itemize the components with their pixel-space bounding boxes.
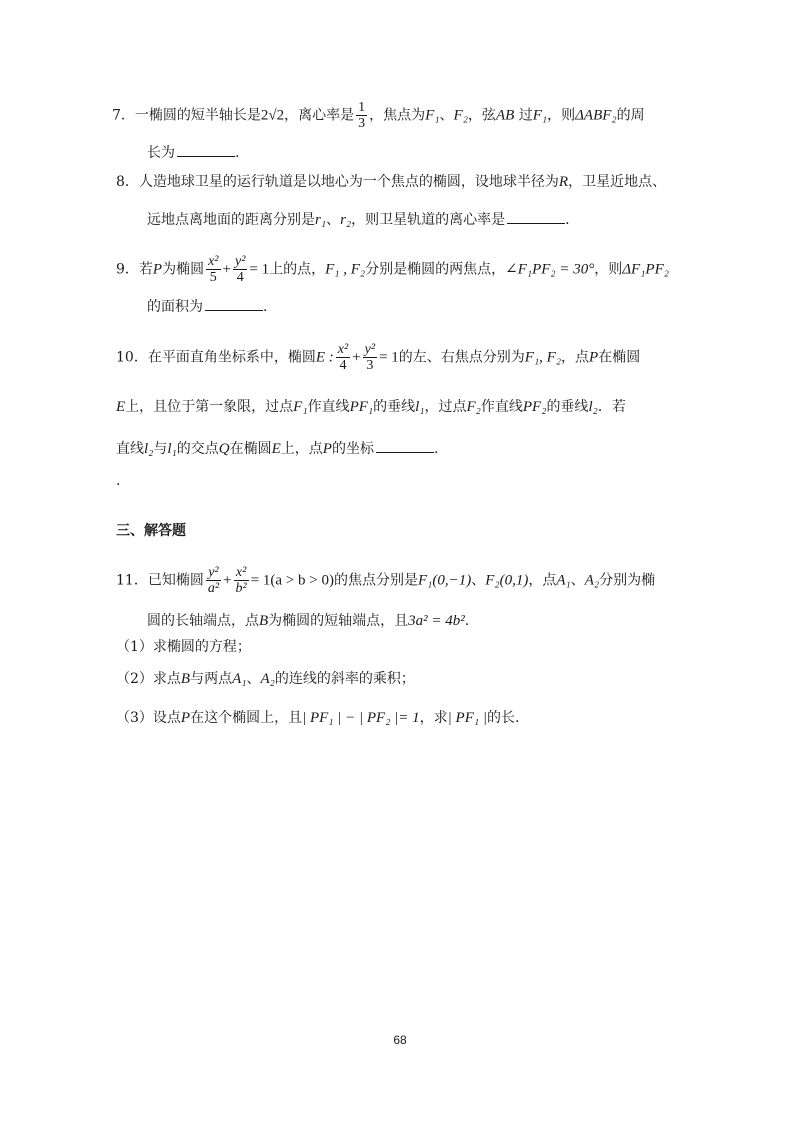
- question-10-line-1: [116, 342, 640, 373]
- fraction-numerator: [234, 565, 249, 581]
- fraction-denominator: 4: [236, 270, 244, 285]
- math-expression: | PF₁ |: [447, 710, 487, 726]
- answer-blank: [376, 438, 434, 453]
- fraction: [206, 565, 221, 596]
- math-symbol: Q: [218, 441, 230, 457]
- question-text: 远地点离地面的距离分别是: [147, 212, 315, 228]
- question-text: （2）求点: [116, 671, 181, 687]
- fraction-denominator: 5: [209, 270, 217, 285]
- question-text: ，点: [528, 572, 557, 589]
- question-11-line-2: [147, 610, 469, 632]
- fraction-denominator: [234, 581, 249, 596]
- question-text: 上，且位于第一象限，过点: [125, 399, 294, 415]
- question-9-line-1: [116, 254, 669, 285]
- question-text: 的垂线: [546, 399, 589, 415]
- math-symbol: R: [558, 174, 569, 190]
- question-text: 一椭圆的短半轴长是: [134, 107, 261, 124]
- question-text: .: [235, 145, 240, 161]
- math-symbol: r₁: [315, 212, 327, 228]
- math-symbol: PF₂: [522, 399, 547, 415]
- question-text: ．若: [597, 399, 626, 415]
- question-text: ，求: [419, 710, 448, 726]
- question-text: .: [433, 441, 439, 457]
- question-text: ，弦: [467, 107, 496, 124]
- page-number: 68: [393, 1033, 407, 1047]
- fraction: [233, 254, 247, 285]
- math-symbol: B: [180, 671, 191, 687]
- question-number: 7．: [112, 107, 135, 124]
- answer-blank: [177, 142, 235, 157]
- question-text: 在平面直角坐标系中，椭圆: [147, 349, 316, 366]
- math-symbol: b²: [235, 581, 247, 596]
- math-symbol: y²: [234, 254, 246, 269]
- question-text: 分别为椭: [599, 572, 656, 589]
- math-symbol: F₂: [466, 399, 481, 415]
- fraction-numerator: [336, 342, 350, 358]
- question-10-line-2: [116, 396, 626, 418]
- math-symbol: F₁(0,−1): [417, 572, 472, 589]
- separator: 、: [326, 212, 341, 228]
- math-symbol: F₂(0,1): [485, 572, 529, 589]
- math-symbol: P: [322, 441, 332, 457]
- question-text: 与: [153, 441, 168, 457]
- math-symbol: P: [589, 349, 599, 366]
- question-text: ，则卫星轨道的离心率是: [351, 212, 506, 228]
- question-text: 为椭圆的短轴端点，且: [268, 613, 409, 629]
- question-text: 在椭圆: [598, 349, 641, 366]
- math-symbol: A₁: [232, 671, 247, 687]
- math-symbol: E :: [315, 349, 334, 366]
- math-operator: = 1: [379, 349, 399, 366]
- fraction: [363, 342, 377, 373]
- question-text: 的交点: [176, 441, 219, 457]
- question-text: 的长.: [486, 710, 520, 726]
- question-text: 的焦点分别是: [333, 572, 418, 589]
- fraction: [336, 342, 350, 373]
- question-text: 的周: [616, 107, 645, 124]
- question-11-line-1: [116, 565, 655, 596]
- question-11-part-3: [116, 707, 519, 729]
- fraction-denominator: 3: [366, 358, 374, 373]
- question-text: 圆的长轴端点，点: [147, 613, 259, 629]
- question-text: 的坐标: [331, 441, 374, 457]
- answer-blank: [205, 296, 263, 311]
- math-symbol: F₁, F₂: [524, 349, 562, 366]
- question-text: 的连线的斜率的乘积；: [274, 671, 415, 687]
- fraction-denominator: 3: [358, 116, 366, 131]
- question-text: 在这个椭圆上，且: [190, 710, 303, 726]
- fraction: [206, 254, 220, 285]
- question-7-line-1: [112, 100, 645, 131]
- math-symbol: F₁: [532, 107, 548, 124]
- question-text: ，卫星近地点、: [568, 174, 667, 190]
- question-text: 直线: [116, 441, 144, 457]
- question-text: （3）设点: [116, 710, 181, 726]
- fraction-denominator: [206, 581, 221, 596]
- math-symbol: A₂: [584, 572, 600, 589]
- math-symbol: A₁: [556, 572, 571, 589]
- question-text: ，离心率是: [284, 107, 355, 124]
- section-heading: 三、解答题: [116, 523, 186, 539]
- question-7-line-2: [147, 142, 239, 164]
- question-9-line-2: [147, 296, 267, 318]
- question-text: 的左、右焦点分别为: [398, 349, 525, 366]
- math-symbol: B: [259, 613, 269, 629]
- question-8-line-1: [116, 171, 666, 193]
- math-symbol: ΔABF₂: [575, 107, 617, 124]
- math-symbol: x²: [208, 254, 219, 269]
- fraction-numerator: [233, 254, 247, 270]
- math-operator: +: [352, 349, 361, 366]
- stray-dot: .: [116, 473, 121, 489]
- question-text: 人造地球卫星的运行轨道是以地心为一个焦点的椭圆，设地球半径为: [138, 174, 559, 190]
- question-text: ，点: [561, 349, 590, 366]
- question-text: .: [464, 613, 470, 629]
- math-expression: = 1(a > b > 0): [250, 572, 334, 589]
- question-text: 作直线: [307, 399, 350, 415]
- question-number: 10．: [116, 349, 148, 366]
- question-text: 上，点: [280, 441, 323, 457]
- fraction: [234, 565, 249, 596]
- question-text: 过: [514, 107, 533, 124]
- separator: 、: [570, 572, 585, 589]
- math-symbol: l₁: [415, 399, 425, 415]
- fraction-numerator: [206, 565, 221, 581]
- math-symbol: E: [271, 441, 281, 457]
- question-text: 为椭圆: [162, 261, 205, 278]
- question-text: ，焦点为: [369, 107, 426, 124]
- math-value: 2√2: [260, 107, 285, 124]
- answer-blank: [507, 209, 565, 224]
- math-symbol: P: [180, 710, 191, 726]
- math-symbol: AB: [495, 107, 515, 124]
- question-text: 上的点，: [269, 261, 326, 278]
- question-11-part-1: （1）求椭圆的方程；: [116, 639, 251, 655]
- math-expression: ∠F₁PF₂ = 30°: [505, 261, 595, 278]
- math-symbol: F₁: [293, 399, 308, 415]
- question-text: .: [565, 212, 570, 228]
- math-symbol: ΔF₁PF₂: [622, 261, 669, 278]
- math-operator: +: [222, 261, 231, 278]
- question-text: .: [263, 299, 268, 315]
- math-symbol: r₂: [340, 212, 352, 228]
- fraction-numerator: [363, 342, 377, 358]
- math-symbol: l₁: [167, 441, 177, 457]
- math-symbol: l₂: [588, 399, 598, 415]
- math-symbol: A₂: [260, 671, 275, 687]
- question-text: 的垂线: [373, 399, 416, 415]
- math-symbol: a²: [207, 581, 220, 596]
- question-text: 在椭圆: [229, 441, 272, 457]
- question-text: ，过点: [424, 399, 467, 415]
- math-symbol: x²: [337, 342, 349, 357]
- math-symbol: E: [116, 399, 126, 415]
- math-symbol: F₁ , F₂: [325, 261, 366, 278]
- fraction: [356, 100, 367, 131]
- fraction-denominator: 4: [339, 358, 347, 373]
- question-number: 9．若: [116, 261, 153, 278]
- separator: 、: [246, 671, 261, 687]
- math-operator: = 1: [249, 261, 270, 278]
- question-text: 已知椭圆: [147, 572, 204, 589]
- math-symbol: y²: [208, 565, 219, 580]
- question-number: 11．: [116, 572, 148, 589]
- math-symbol: PF₁: [349, 399, 374, 415]
- math-symbol: l₂: [144, 441, 154, 457]
- question-10-line-3: [116, 438, 438, 460]
- separator: 、: [471, 572, 486, 589]
- math-symbol: P: [152, 261, 163, 278]
- separator: 、: [439, 107, 454, 124]
- math-symbol: x²: [235, 565, 247, 580]
- math-expression: 3a² = 4b²: [408, 613, 465, 629]
- question-number: 8．: [116, 174, 139, 190]
- math-operator: +: [223, 572, 232, 589]
- question-text: 的面积为: [147, 299, 203, 315]
- question-text: 长为: [147, 145, 175, 161]
- question-text: 分别是椭圆的两焦点，: [365, 261, 506, 278]
- question-11-part-2: [116, 668, 415, 690]
- math-symbol: F₁: [425, 107, 440, 124]
- math-symbol: F₂: [453, 107, 468, 124]
- question-text: ，则: [547, 107, 576, 124]
- math-symbol: y²: [364, 342, 376, 357]
- fraction-numerator: 1: [358, 100, 366, 115]
- fraction-numerator: [206, 254, 220, 270]
- question-text: ，则: [594, 261, 623, 278]
- question-8-line-2: [147, 209, 570, 231]
- question-text: 作直线: [480, 399, 523, 415]
- question-text: 与两点: [190, 671, 233, 687]
- math-expression: | PF₁ | − | PF₂ |= 1: [302, 710, 420, 726]
